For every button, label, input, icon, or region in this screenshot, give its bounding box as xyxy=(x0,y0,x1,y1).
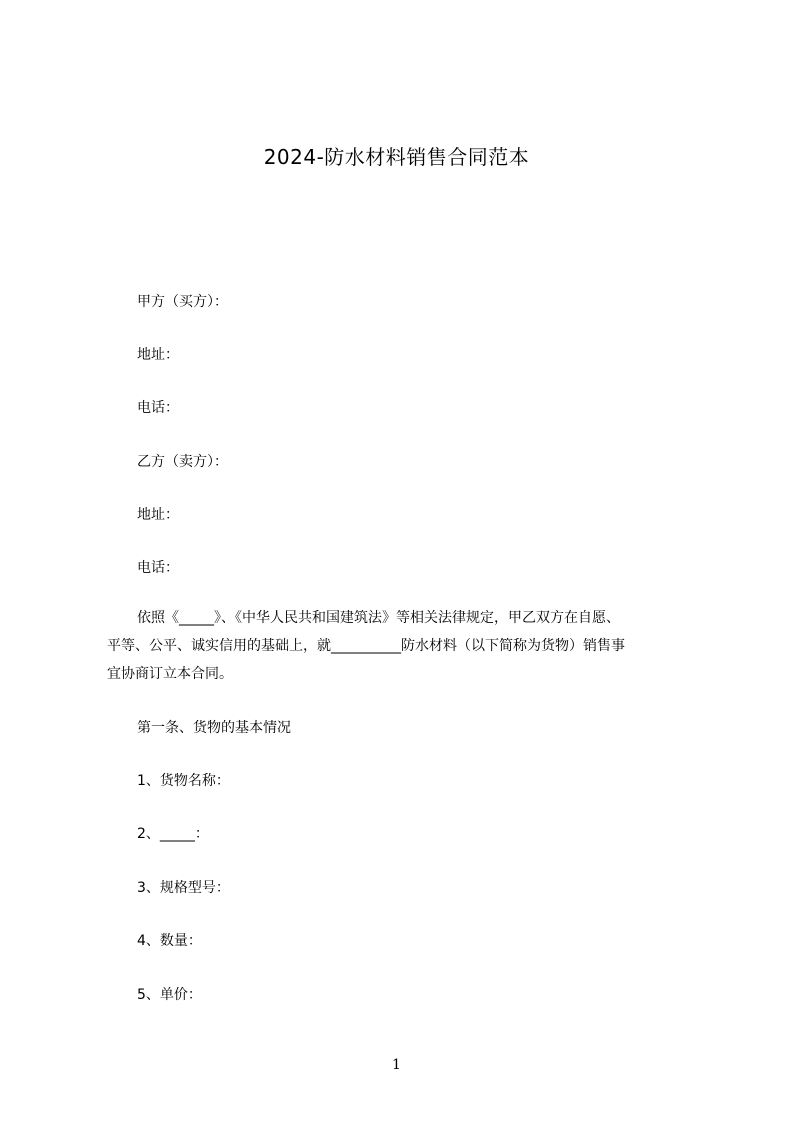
party-a-label: 甲方（买方）： xyxy=(137,294,228,310)
preamble-line-1: 依照《_____》、《中华人民共和国建筑法》等相关法律规定，甲乙双方在自愿、 xyxy=(137,610,620,626)
article-1-item: 1、货物名称： xyxy=(137,773,230,789)
preamble-line-2: 平等、公平、诚实信用的基础上，就__________防水材料（以下简称为货物）销售事 xyxy=(107,638,625,654)
article-1-item: 3、规格型号： xyxy=(137,880,230,896)
party-b-address: 地址： xyxy=(137,507,179,523)
article-1-item: 2、_____： xyxy=(137,826,209,842)
party-a-phone: 电话： xyxy=(137,400,179,416)
preamble-line-3: 宜协商订立本合同。 xyxy=(107,666,233,682)
preamble-paragraph xyxy=(107,604,707,688)
article-1-item: 5、单价： xyxy=(137,987,202,1003)
article-1-heading: 第一条、货物的基本情况 xyxy=(137,720,291,736)
party-b-phone: 电话： xyxy=(137,560,179,576)
party-a-address: 地址： xyxy=(137,347,179,363)
page-number: 1 xyxy=(392,1057,401,1073)
document-title: 2024-防水材料销售合同范本 xyxy=(263,145,530,169)
article-1-item: 4、数量： xyxy=(137,933,202,949)
party-b-label: 乙方（卖方）： xyxy=(137,454,228,470)
